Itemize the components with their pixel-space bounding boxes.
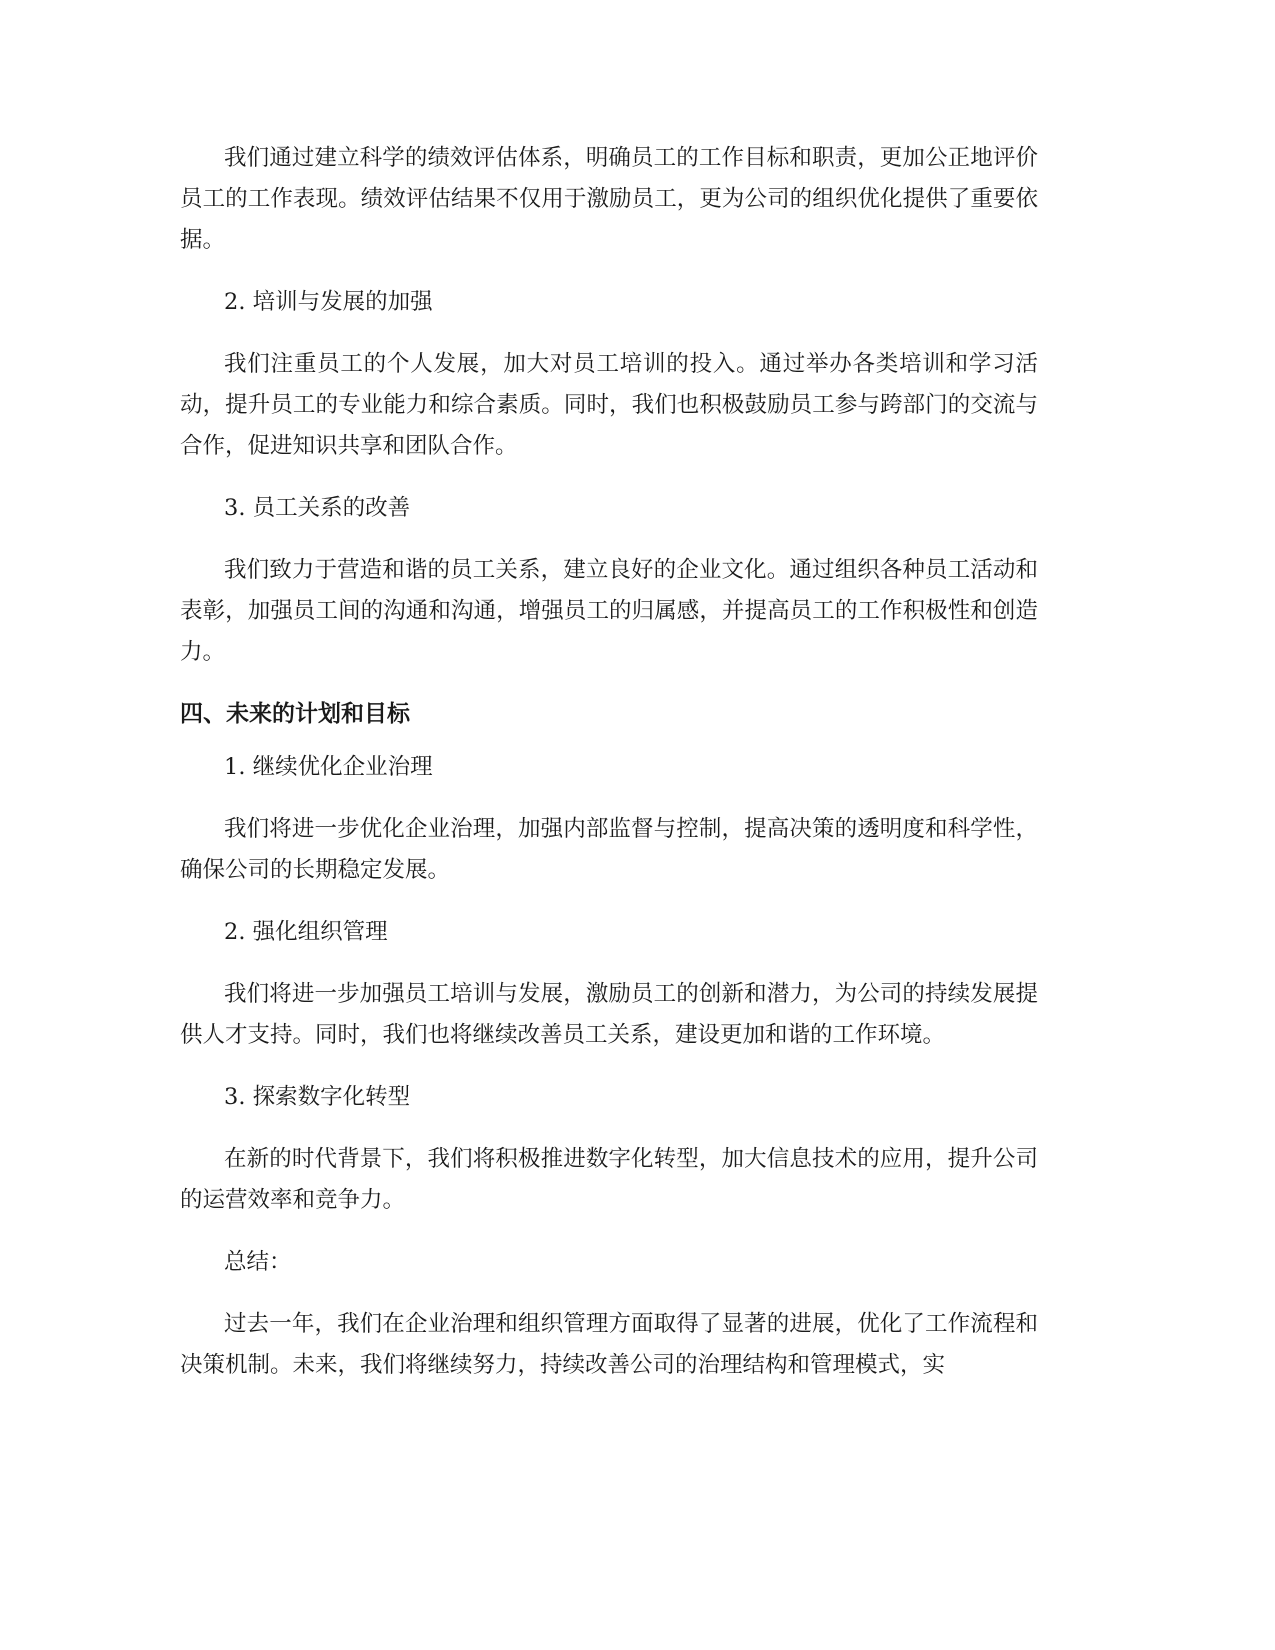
item-training-development: 2. 培训与发展的加强 <box>224 289 433 315</box>
document-page <box>180 138 1038 1407</box>
paragraph-digital-transformation: 在新的时代背景下，我们将积极推进数字化转型，加大信息技术的应用，提升公司的运营效率和竞争力。 <box>180 1146 1038 1213</box>
paragraph-employee-relations: 我们致力于营造和谐的员工关系，建立良好的企业文化。通过组织各种员工活动和表彰，加强员工间的沟通和沟通，增强员工的归属感，并提高员工的工作积极性和创造力。 <box>180 557 1038 665</box>
item-summary-label: 总结： <box>224 1249 292 1275</box>
section-heading-future-plans: 四、未来的计划和目标 <box>180 701 410 727</box>
item-employee-relations: 3. 员工关系的改善 <box>224 495 411 521</box>
paragraph-strengthen-management: 我们将进一步加强员工培训与发展，激励员工的创新和潜力，为公司的持续发展提供人才支持。同时，我们也将继续改善员工关系，建设更加和谐的工作环境。 <box>180 981 1038 1048</box>
paragraph-summary: 过去一年，我们在企业治理和组织管理方面取得了显著的进展，优化了工作流程和决策机制。未来，我们将继续努力，持续改善公司的治理结构和管理模式，实 <box>180 1311 1038 1378</box>
paragraph-performance-evaluation: 我们通过建立科学的绩效评估体系，明确员工的工作目标和职责，更加公正地评价员工的工作表现。绩效评估结果不仅用于激励员工，更为公司的组织优化提供了重要依据。 <box>180 145 1038 253</box>
paragraph-optimize-governance: 我们将进一步优化企业治理，加强内部监督与控制，提高决策的透明度和科学性，确保公司的长期稳定发展。 <box>180 816 1038 883</box>
paragraph-training-development: 我们注重员工的个人发展，加大对员工培训的投入。通过举办各类培训和学习活动，提升员工的专业能力和综合素质。同时，我们也积极鼓励员工参与跨部门的交流与合作，促进知识共享和团队合作。 <box>180 351 1038 459</box>
item-strengthen-management: 2. 强化组织管理 <box>224 919 388 945</box>
item-optimize-governance: 1. 继续优化企业治理 <box>224 754 433 780</box>
item-digital-transformation: 3. 探索数字化转型 <box>224 1084 411 1110</box>
